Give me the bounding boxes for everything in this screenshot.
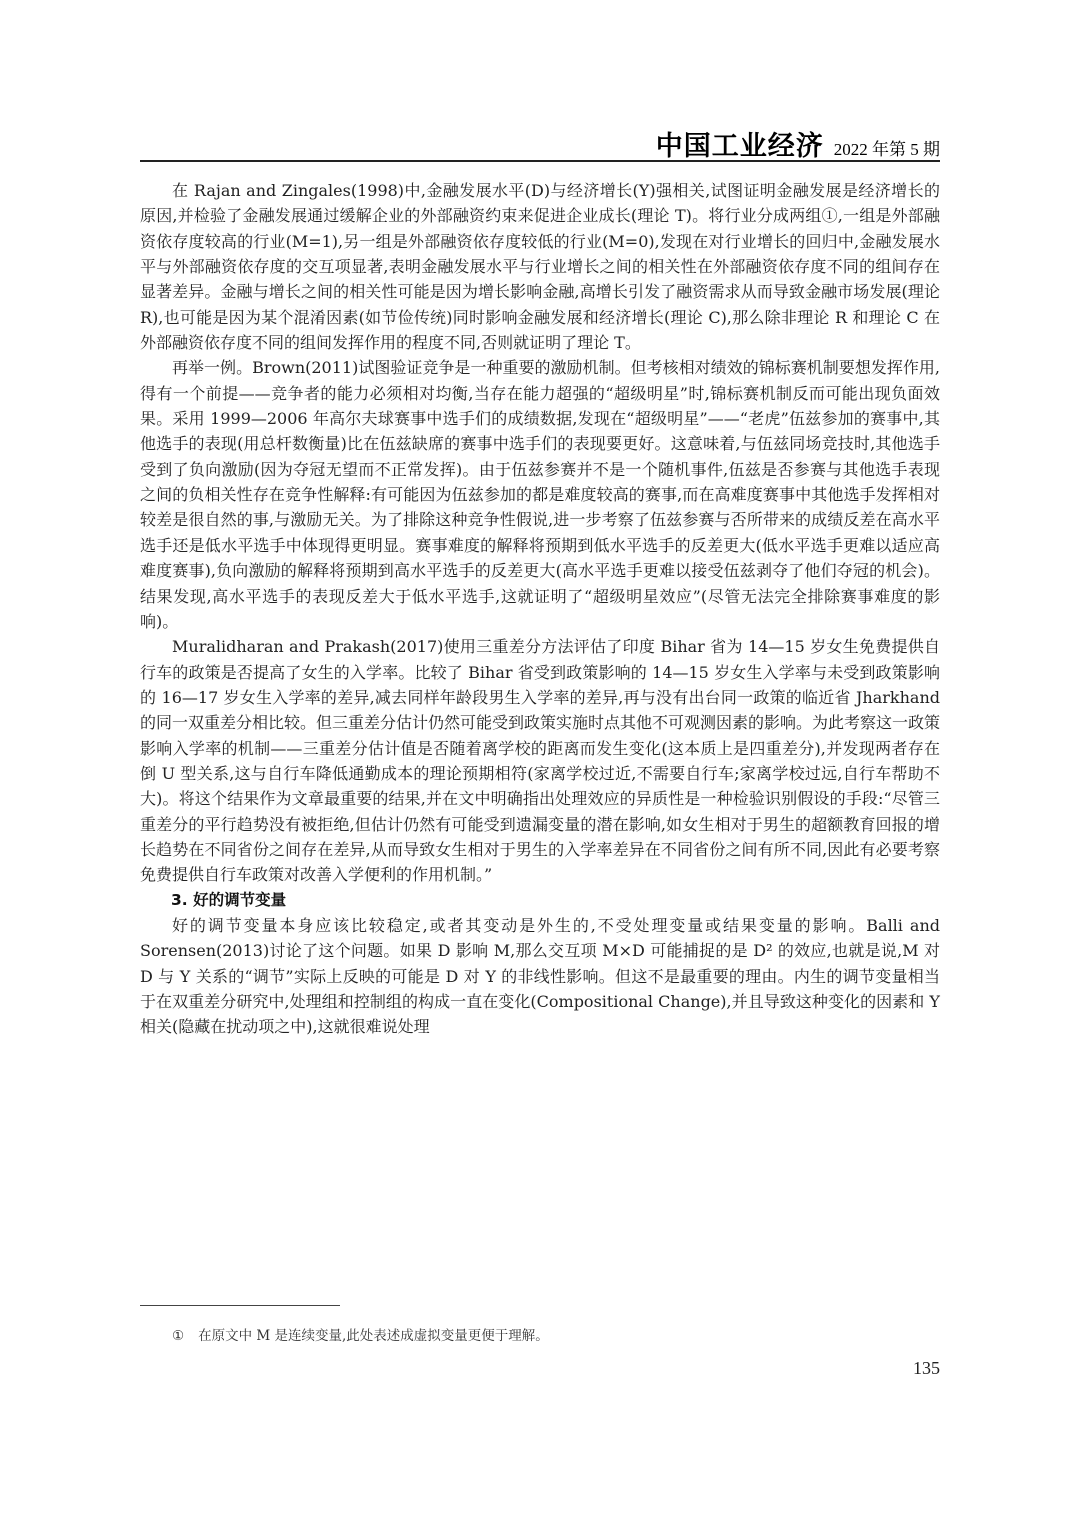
journal-name: 中国工业经济	[655, 131, 824, 162]
running-header	[140, 124, 940, 160]
issue-label: 2022 年第 5 期	[833, 140, 940, 159]
footnote-rule	[140, 1305, 340, 1306]
section-heading: 3. 好的调节变量	[171, 890, 287, 909]
body-text	[140, 178, 940, 1040]
paragraph-moderator: 好的调节变量本身应该比较稳定,或者其变动是外生的,不受处理变量或结果变量的影响。Balli and Sorensen(2013)讨论了这个问题。如果 D 影响 M,那么交互项 M×D 可能捕捉的是 D² 的效应,也就是说,M 对 D 与 Y 关系的“调节”实际上反映的可能是 D 对 Y 的非线性影响。但这不是最重要的理由。内生的调节变量相当于在双重差分研究中,处理组和控制组的构成一直在变化(Compositional Change),并且导致这种变化的因素和 Y 相关(隐藏在扰动项之中),这就很难说处理	[140, 915, 940, 1037]
footnote-text: 在原文中 M 是连续变量,此处表述成虚拟变量更便于理解。	[198, 1328, 549, 1344]
paragraph-brown: 再举一例。Brown(2011)试图验证竞争是一种重要的激励机制。但考核相对绩效的锦标赛机制要想发挥作用,得有一个前提——竞争者的能力必须相对均衡,当存在能力超强的“超级明星”时,锦标赛机制反而可能出现负面效果。采用 1999—2006 年高尔夫球赛事中选手们的成绩数据,发现在“超级明星”——“老虎”伍兹参加的赛事中,其他选手的表现(用总杆数衡量)比在伍兹缺席的赛事中选手们的表现要更好。这意味着,与伍兹同场竞技时,其他选手受到了负向激励(因为夺冠无望而不正常发挥)。由于伍兹参赛并不是一个随机事件,伍兹是否参赛与其他选手表现之间的负相关性存在竞争性解释:有可能因为伍兹参加的都是难度较高的赛事,而在高难度赛事中其他选手发挥相对较差是很自然的事,与激励无关。为了排除这种竞争性假说,进一步考察了伍兹参赛与否所带来的成绩反差在高水平选手还是低水平选手中体现得更明显。赛事难度的解释将预期到低水平选手的反差更大(低水平选手更难以适应高难度赛事),负向激励的解释将预期到高水平选手的反差更大(高水平选手更难以接受伍兹剥夺了他们夺冠的机会)。结果发现,高水平选手的表现反差大于低水平选手,这就证明了“超级明星效应”(尽管无法完全排除赛事难度的影响)。	[140, 358, 940, 631]
paragraph-rajan-zingales: 在 Rajan and Zingales(1998)中,金融发展水平(D)与经济增长(Y)强相关,试图证明金融发展是经济增长的原因,并检验了金融发展通过缓解企业的外部融资约束来促进企业成长(理论 T)。将行业分成两组①,一组是外部融资依存度较高的行业(M=1),另一组是外部融资依存度较低的行业(M=0),发现在对行业增长的回归中,金融发展水平与外部融资依存度的交互项显著,表明金融发展水平与行业增长之间的相关性在外部融资依存度不同的组间存在显著差异。金融与增长之间的相关性可能是因为增长影响金融,高增长引发了融资需求从而导致金融市场发展(理论 R),也可能是因为某个混淆因素(如节俭传统)同时影响金融发展和经济增长(理论 C),那么除非理论 R 和理论 C 在外部融资依存度不同的组间发挥作用的程度不同,否则就证明了理论 T。	[140, 181, 940, 353]
header-rule	[140, 160, 940, 162]
footnote-mark: ①	[172, 1328, 185, 1344]
paragraph-muralidharan: Muralidharan and Prakash(2017)使用三重差分方法评估了印度 Bihar 省为 14—15 岁女生免费提供自行车的政策是否提高了女生的入学率。比较了 Bihar 省受到政策影响的 14—15 岁女生入学率与未受到政策影响的 16—17 岁女生入学率的差异,减去同样年龄段男生入学率的差异,再与没有出台同一政策的临近省 Jharkhand 的同一双重差分相比较。但三重差分估计仍然可能受到政策实施时点其他不可观测因素的影响。为此考察这一政策影响入学率的机制——三重差分估计值是否随着离学校的距离而发生变化(这本质上是四重差分),并发现两者存在倒 U 型关系,这与自行车降低通勤成本的理论预期相符(家离学校过近,不需要自行车;家离学校过远,自行车帮助不大)。将这个结果作为文章最重要的结果,并在文中明确指出处理效应的异质性是一种检验识别假设的手段:“尽管三重差分的平行趋势没有被拒绝,但估计仍然有可能受到遗漏变量的潜在影响,如女生相对于男生的超额教育回报的增长趋势在不同省份之间存在差异,从而导致女生相对于男生的入学率差异在不同省份之间有所不同,因此有必要考察免费提供自行车政策对改善入学便利的作用机制。”	[140, 637, 941, 885]
page-number: 135	[913, 1358, 940, 1378]
footnote	[172, 1326, 549, 1346]
